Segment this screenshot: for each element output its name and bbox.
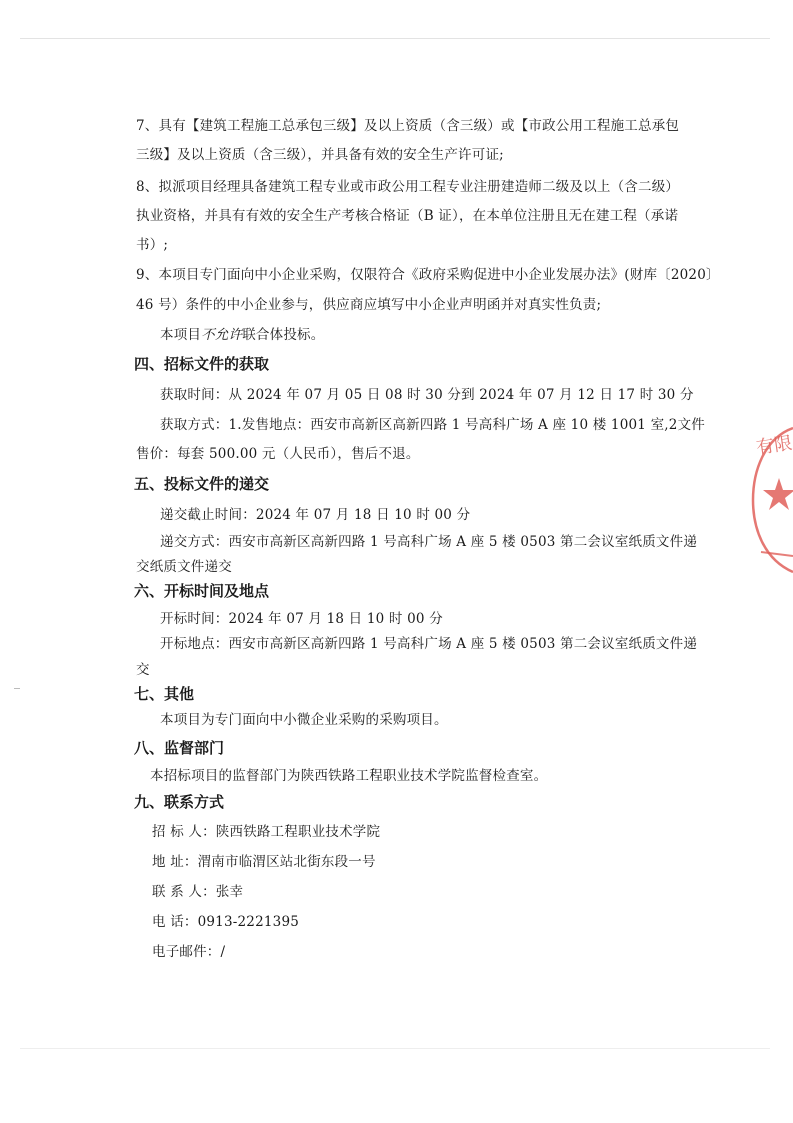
scan-top-edge [20,38,770,39]
submission-method-line-1: 递交方式：西安市高新区高新四路 1 号高科广场 A 座 5 楼 0503 第二会议室纸质文件递 [160,534,698,550]
section-8-heading: 八、监督部门 [134,739,225,757]
contact-person [152,883,243,901]
union-prefix: 本项目 [160,327,202,343]
opening-time: 开标时间：2024 年 07 月 18 日 10 时 00 分 [160,611,443,627]
submission-deadline: 递交截止时间：2024 年 07 月 18 日 10 时 00 分 [160,507,471,523]
address-label: 地 址： [152,854,198,870]
contact-address [152,853,376,871]
req-8-line-3: 书）; [136,237,169,253]
person-value: 张幸 [215,884,244,900]
union-suffix: 联合体投标。 [242,327,325,343]
union-bid-note [160,326,324,344]
official-seal-stamp [745,420,793,580]
section-7-heading: 七、其他 [134,685,195,703]
seal-text: 有限 [754,432,793,459]
person-label: 联 系 人： [152,884,216,900]
supervision-note: 本招标项目的监督部门为陕西铁路工程职业技术学院监督检查室。 [150,768,548,784]
union-emphasis: 不允许 [201,327,243,343]
acquisition-method-line-1: 获取方式：1.发售地点：西安市高新区高新四路 1 号高科广场 A 座 10 楼 1001 室,2文件 [160,417,705,433]
seal-graphic [745,420,793,580]
contact-email [152,943,225,961]
section-4-heading: 四、招标文件的获取 [134,355,270,373]
submission-method-line-2: 交纸质文件递交 [136,559,232,575]
req-7-line-2: 三级】及以上资质（含三级），并具备有效的安全生产许可证; [136,147,504,163]
req-8-line-2: 执业资格，并具有有效的安全生产考核合格证（B 证），在本单位注册且无在建工程（承诺 [136,208,679,224]
phone-value: 0913-2221395 [197,914,300,930]
email-value: / [220,944,226,960]
opening-place-line-2: 交 [136,662,150,678]
address-value: 渭南市临渭区站北街东段一号 [197,854,376,870]
contact-phone [152,913,299,931]
seal-star [763,478,793,510]
other-note: 本项目为专门面向中小微企业采购的采购项目。 [160,712,448,728]
bidder-label: 招 标 人： [152,824,216,840]
margin-mark [14,688,20,689]
opening-place-line-1: 开标地点：西安市高新区高新四路 1 号高科广场 A 座 5 楼 0503 第二会议室纸质文件递 [160,636,698,652]
acquisition-method-line-2: 售价：每套 500.00 元（人民币），售后不退。 [136,446,420,462]
email-label: 电子邮件： [152,944,221,960]
req-9-line-2: 46 号）条件的中小企业参与，供应商应填写中小企业声明函并对真实性负责; [136,297,602,313]
scan-bottom-edge [20,1048,770,1049]
req-7-line-1: 7、具有【建筑工程施工总承包三级】及以上资质（含三级）或【市政公用工程施工总承包 [136,118,680,134]
section-5-heading: 五、投标文件的递交 [134,475,270,493]
bidder-value: 陕西铁路工程职业技术学院 [215,824,381,840]
section-6-heading: 六、开标时间及地点 [134,582,270,600]
section-9-heading: 九、联系方式 [134,793,225,811]
contact-bidder [152,823,380,841]
acquisition-time: 获取时间：从 2024 年 07 月 05 日 08 时 30 分到 2024 年 07 月 12 日 17 时 30 分 [160,387,694,403]
req-8-line-1: 8、拟派项目经理具备建筑工程专业或市政公用工程专业注册建造师二级及以上（含二级） [136,179,680,195]
phone-label: 电 话： [152,914,198,930]
seal-underline [761,552,793,556]
req-9-line-1: 9、本项目专门面向中小企业采购，仅限符合《政府采购促进中小企业发展办法》(财库〔2020〕 [136,267,720,283]
